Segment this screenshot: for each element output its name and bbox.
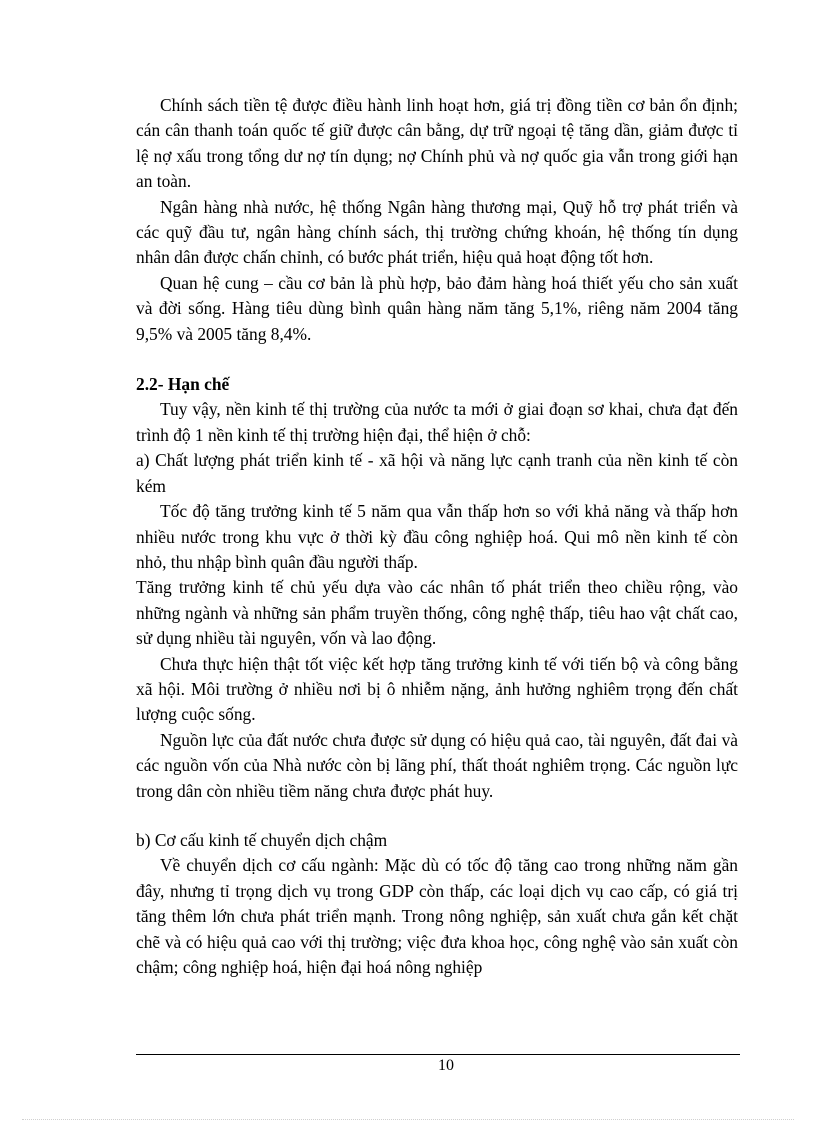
paragraph-growth-rate: Tốc độ tăng trưởng kinh tế 5 năm qua vẫn thấp hơn so với khả năng và thấp hơn nhiều nước trong khu vực ở thời kỳ đầu công nghiệp hoá. Qui mô nền kinh tế còn nhỏ, thu nhập bình quân đầu người thấp. xyxy=(136,501,738,572)
footer-divider xyxy=(136,1054,740,1055)
paragraph-social-equity: Chưa thực hiện thật tốt việc kết hợp tăng trưởng kinh tế với tiến bộ và công bằng xã hội. Môi trường ở nhiều nơi bị ô nhiễm nặng, ảnh hưởng nghiêm trọng đến chất lượng cuộc sống. xyxy=(136,653,738,725)
paragraph-sector-shift: Về chuyển dịch cơ cấu ngành: Mặc dù có tốc độ tăng cao trong những năm gần đây, nhưng tỉ trọng dịch vụ trong GDP còn thấp, các loại dịch vụ cao cấp, có giá trị tăng thêm lớn chưa phát triển mạnh. Trong nông nghiệp, sản xuất chưa gắn kết chặt chẽ và có hiệu quả cao với thị trường; việc đưa khoa học, công nghệ vào sản xuất còn chậm; công nghiệp hoá, hiện đại hoá nông nghiệp xyxy=(136,855,738,977)
paragraph-resources: Nguồn lực của đất nước chưa được sử dụng có hiệu quả cao, tài nguyên, đất đai và các nguồn vốn của Nhà nước còn bị lãng phí, thất thoát nghiêm trọng. Các nguồn lực trong dân còn nhiều tiềm năng chưa được phát huy. xyxy=(136,729,738,801)
page-number: 10 xyxy=(438,1057,454,1074)
page-body xyxy=(136,93,738,980)
page-edge-dotted-line xyxy=(22,1119,794,1120)
paragraph-monetary-policy: Chính sách tiền tệ được điều hành linh hoạt hơn, giá trị đồng tiền cơ bản ổn định; cán cân thanh toán quốc tế giữ được cân bằng, dự trữ ngoại tệ tăng dần, giảm được tỉ lệ nợ xấu trong tổng dư nợ tín dụng; nợ Chính phủ và nợ quốc gia vẫn trong giới hạn an toàn. xyxy=(136,95,738,192)
section-heading: 2.2- Hạn chế xyxy=(136,374,230,395)
paragraph-banking-system: Ngân hàng nhà nước, hệ thống Ngân hàng thương mại, Quỹ hỗ trợ phát triển và các quỹ đầu tư, ngân hàng chính sách, thị trường chứng khoán, hệ thống tín dụng nhân dân được chấn chỉnh, có bước phát triển, hiệu quả hoạt động tốt hơn. xyxy=(136,196,738,268)
subsection-b-title: b) Cơ cấu kinh tế chuyển dịch chậm xyxy=(136,829,388,850)
section-intro: Tuy vậy, nền kinh tế thị trường của nước ta mới ở giai đoạn sơ khai, chưa đạt đến trình độ 1 nền kinh tế thị trường hiện đại, thể hiện ở chỗ: xyxy=(136,399,738,445)
paragraph-growth-factors: Tăng trưởng kinh tế chủ yếu dựa vào các nhân tố phát triển theo chiều rộng, vào những ngành và những sản phẩm truyền thống, công nghệ thấp, tiêu hao vật chất cao, sử dụng nhiều tài nguyên, vốn và lao động. xyxy=(136,577,738,649)
subsection-a-title: a) Chất lượng phát triển kinh tế - xã hội và năng lực cạnh tranh của nền kinh tế còn kém xyxy=(136,450,738,496)
paragraph-supply-demand: Quan hệ cung – cầu cơ bản là phù hợp, bảo đảm hàng hoá thiết yếu cho sản xuất và đời sống. Hàng tiêu dùng bình quân hàng năm tăng 5,1%, riêng năm 2004 tăng 9,5% và 2005 tăng 8,4%. xyxy=(136,272,738,344)
